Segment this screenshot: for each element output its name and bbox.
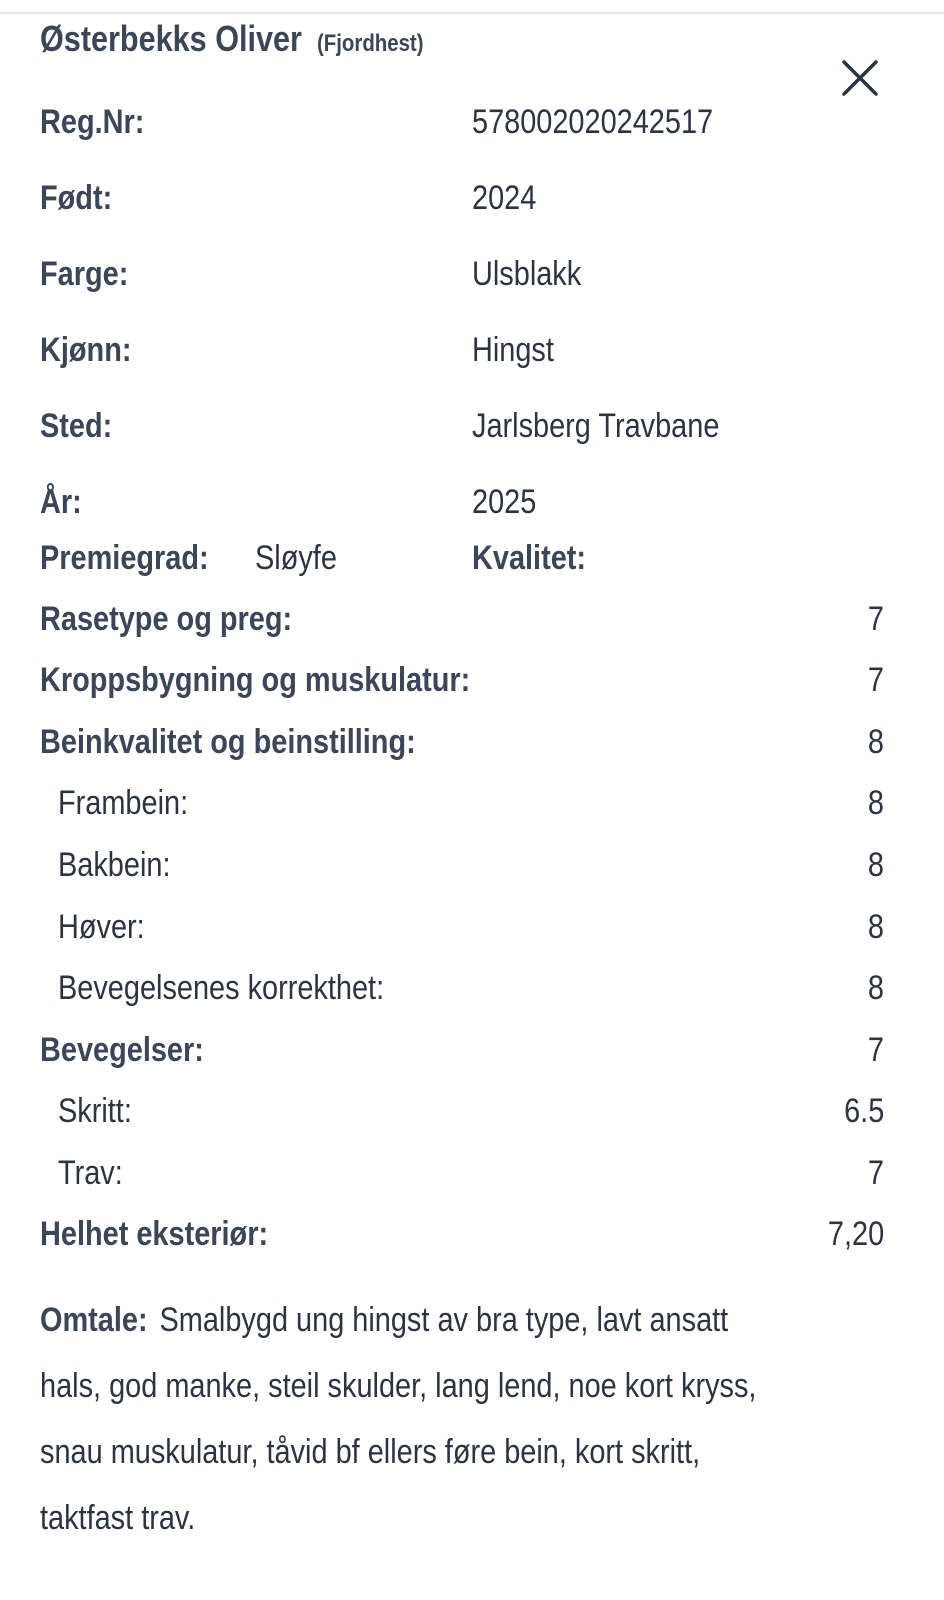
breed-label: (Fjordhest) <box>316 30 424 57</box>
info-value: 2025 <box>472 483 537 521</box>
score-row <box>40 843 884 887</box>
score-value: 7 <box>867 1154 884 1192</box>
info-value: Hingst <box>472 331 554 369</box>
info-value: 2024 <box>472 179 537 217</box>
info-label: År: <box>40 483 82 521</box>
info-label: Født: <box>40 179 113 217</box>
score-row <box>40 1028 884 1072</box>
score-label: Rasetype og preg: <box>40 600 293 638</box>
score-value: 7 <box>867 1031 884 1069</box>
omtale-text: Smalbygd ung hingst av bra type, lavt ansatt <box>159 1301 729 1339</box>
score-value: 8 <box>867 908 884 946</box>
score-label: Helhet eksteriør: <box>40 1215 269 1253</box>
score-row <box>40 966 884 1010</box>
score-label: Frambein: <box>58 784 189 822</box>
score-row <box>40 1089 884 1133</box>
info-row-farge <box>40 252 900 296</box>
kvalitet-label: Kvalitet: <box>472 539 587 577</box>
score-label: Beinkvalitet og beinstilling: <box>40 723 416 761</box>
score-value: 8 <box>867 784 884 822</box>
close-button[interactable] <box>838 56 882 100</box>
info-label: Sted: <box>40 407 113 445</box>
omtale-label: Omtale: <box>40 1301 148 1339</box>
omtale-line: taktfast trav. <box>40 1499 196 1537</box>
info-row-kjonn <box>40 328 900 372</box>
top-divider <box>0 12 944 14</box>
info-label: Farge: <box>40 255 129 293</box>
info-row-sted <box>40 404 900 448</box>
omtale-line: hals, god manke, steil skulder, lang lend, noe kort kryss, <box>40 1367 757 1405</box>
score-label: Skritt: <box>58 1092 132 1130</box>
premiegrad-value: Sløyfe <box>255 539 337 577</box>
horse-name: Østerbekks Oliver <box>40 18 302 59</box>
score-row <box>40 905 884 949</box>
info-row-premiegrad <box>40 536 900 580</box>
score-row <box>40 597 884 641</box>
info-row-regnr <box>40 100 900 144</box>
info-value: 578002020242517 <box>472 103 714 141</box>
score-row <box>40 720 884 764</box>
info-row-ar <box>40 480 900 524</box>
score-label: Bevegelser: <box>40 1031 204 1069</box>
score-label: Høver: <box>58 908 145 946</box>
score-label: Bakbein: <box>58 846 171 884</box>
omtale-line: snau muskulatur, tåvid bf ellers føre bein, kort skritt, <box>40 1433 701 1471</box>
info-label: Reg.Nr: <box>40 103 145 141</box>
score-row <box>40 658 884 702</box>
score-value: 7 <box>867 600 884 638</box>
score-row <box>40 781 884 825</box>
score-value: 7,20 <box>827 1215 884 1253</box>
score-row-total <box>40 1212 884 1256</box>
score-label: Trav: <box>58 1154 123 1192</box>
info-value: Ulsblakk <box>472 255 582 293</box>
premiegrad-label: Premiegrad: <box>40 539 209 577</box>
score-row <box>40 1151 884 1195</box>
info-label: Kjønn: <box>40 331 132 369</box>
score-value: 6.5 <box>843 1092 884 1130</box>
score-value: 8 <box>867 723 884 761</box>
score-label: Kroppsbygning og muskulatur: <box>40 661 471 699</box>
score-label: Bevegelsenes korrekthet: <box>58 969 385 1007</box>
omtale-line <box>40 1287 890 1353</box>
page-title <box>40 18 442 60</box>
score-value: 8 <box>867 846 884 884</box>
close-icon <box>838 56 882 100</box>
omtale-section <box>40 1287 890 1551</box>
score-value: 7 <box>867 661 884 699</box>
score-value: 8 <box>867 969 884 1007</box>
info-row-fodt <box>40 176 900 220</box>
info-value: Jarlsberg Travbane <box>472 407 720 445</box>
